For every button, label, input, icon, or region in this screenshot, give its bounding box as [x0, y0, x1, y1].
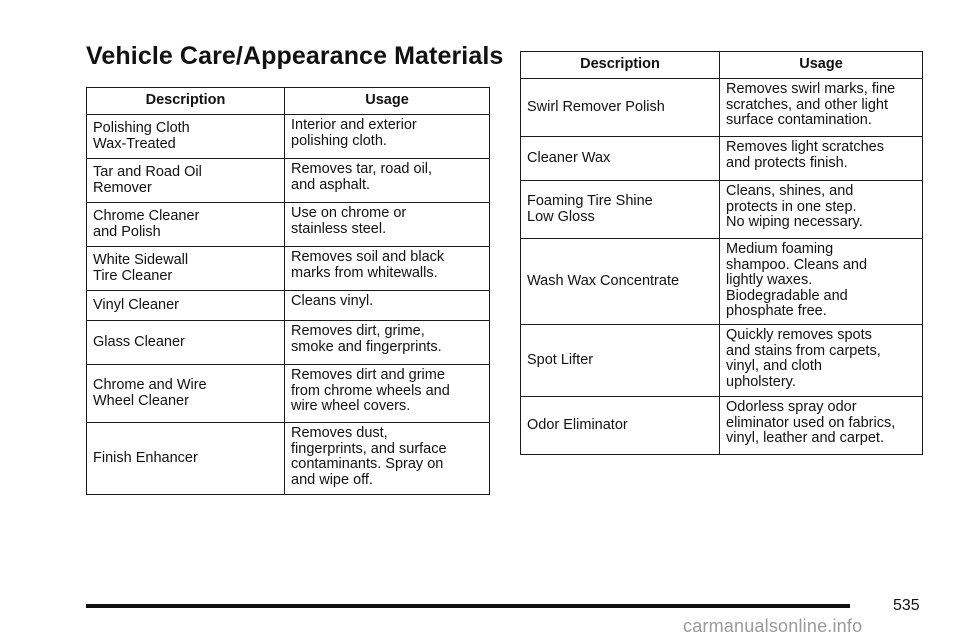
table-row — [521, 325, 923, 397]
usage-text: Removes light scratches and protects finish. — [726, 139, 884, 171]
description-cell — [87, 291, 285, 321]
materials-table-right — [520, 51, 923, 455]
description-text: Odor Eliminator — [527, 416, 628, 433]
table-row — [87, 423, 490, 495]
description-text: Wash Wax Concentrate — [527, 272, 680, 289]
table-row — [87, 365, 490, 423]
description-text: White Sidewall Tire Cleaner — [93, 252, 189, 284]
description-text: Finish Enhancer — [93, 449, 198, 466]
description-text: Swirl Remover Polish — [527, 98, 665, 115]
description-text: Chrome Cleaner and Polish — [93, 208, 200, 240]
description-text: Cleaner Wax — [527, 149, 611, 166]
usage-text: Interior and exterior polishing cloth. — [291, 117, 417, 149]
usage-cell — [285, 247, 490, 291]
usage-cell — [720, 397, 923, 455]
usage-cell — [720, 137, 923, 181]
usage-text: Removes dust, fingerprints, and surface contaminants. Spray on and wipe off. — [291, 425, 447, 488]
description-cell — [87, 203, 285, 247]
description-cell — [521, 239, 720, 325]
table-row — [87, 115, 490, 159]
column-header-description: Description — [521, 52, 720, 79]
usage-text: Odorless spray odor eliminator used on fabrics, vinyl, leather and carpet. — [726, 399, 896, 446]
watermark: carmanualsonline.info — [683, 616, 863, 636]
table-header-row — [87, 88, 490, 115]
column-header-description: Description — [87, 88, 285, 115]
usage-text: Removes dirt and grime from chrome wheels and wire wheel covers. — [291, 367, 450, 414]
description-cell — [521, 325, 720, 397]
table-row — [521, 239, 923, 325]
column-header-usage: Usage — [720, 52, 923, 79]
table-row — [87, 291, 490, 321]
usage-cell — [720, 181, 923, 239]
usage-cell — [285, 365, 490, 423]
table-row — [87, 159, 490, 203]
table-row — [87, 247, 490, 291]
description-cell — [521, 137, 720, 181]
usage-cell — [720, 239, 923, 325]
description-text: Tar and Road Oil Remover — [93, 164, 202, 196]
description-text: Glass Cleaner — [93, 333, 185, 350]
usage-text: Cleans, shines, and protects in one step. No wiping necessary. — [726, 183, 863, 230]
description-text: Chrome and Wire Wheel Cleaner — [93, 377, 207, 409]
description-cell — [87, 423, 285, 495]
usage-text: Cleans vinyl. — [291, 293, 374, 309]
table-row — [521, 181, 923, 239]
description-cell — [521, 397, 720, 455]
table-row — [521, 137, 923, 181]
table-row — [521, 397, 923, 455]
description-cell — [87, 159, 285, 203]
usage-text: Removes swirl marks, fine scratches, and other light surface contamination. — [726, 81, 896, 128]
usage-text: Medium foaming shampoo. Cleans and lightly waxes. Biodegradable and phosphate free. — [726, 241, 868, 319]
description-text: Foaming Tire Shine Low Gloss — [527, 193, 653, 225]
usage-cell — [285, 203, 490, 247]
table-row — [87, 321, 490, 365]
usage-text: Removes soil and black marks from whitewalls. — [291, 249, 445, 281]
usage-cell — [720, 79, 923, 137]
page-title: Vehicle Care/Appearance Materials — [86, 42, 504, 70]
description-cell — [521, 79, 720, 137]
usage-text: Removes tar, road oil, and asphalt. — [291, 161, 433, 193]
description-cell — [87, 115, 285, 159]
usage-text: Use on chrome or stainless steel. — [291, 205, 407, 237]
table-row — [521, 79, 923, 137]
usage-cell — [285, 115, 490, 159]
description-cell — [521, 181, 720, 239]
table-body — [521, 79, 923, 455]
description-cell — [87, 321, 285, 365]
footer-rule — [86, 604, 850, 608]
usage-text: Removes dirt, grime, smoke and fingerprints. — [291, 323, 442, 355]
usage-text: Quickly removes spots and stains from carpets, vinyl, and cloth upholstery. — [726, 327, 881, 390]
usage-cell — [285, 291, 490, 321]
materials-table-left — [86, 87, 490, 495]
description-text: Polishing Cloth Wax-Treated — [93, 120, 190, 152]
column-header-usage: Usage — [285, 88, 490, 115]
description-text: Vinyl Cleaner — [93, 296, 179, 313]
table-header-row — [521, 52, 923, 79]
description-cell — [87, 247, 285, 291]
usage-cell — [285, 321, 490, 365]
table-row — [87, 203, 490, 247]
description-text: Spot Lifter — [527, 351, 594, 368]
usage-cell — [720, 325, 923, 397]
description-cell — [87, 365, 285, 423]
usage-cell — [285, 423, 490, 495]
page-number: 535 — [893, 597, 920, 614]
usage-cell — [285, 159, 490, 203]
table-body — [87, 115, 490, 495]
